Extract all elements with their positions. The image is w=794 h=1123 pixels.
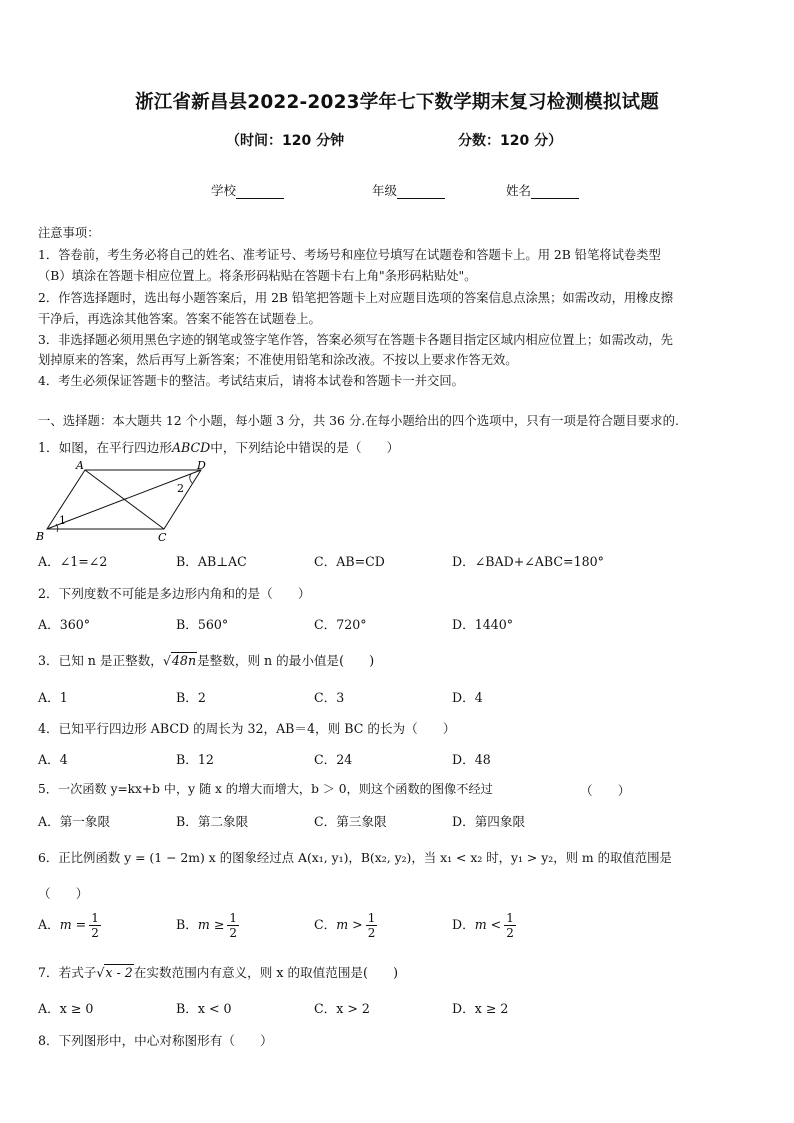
q5-option-b[interactable]: B．第二象限 [176,814,249,829]
q6-a-num: 1 [91,911,99,925]
q6-d-rel: m < [474,917,502,932]
note-line: 划掉原来的答案，然后再写上新答案；不准使用铅笔和涂改液。不按以上要求作答无效。 [38,353,518,367]
q6-option-a[interactable] [38,911,101,940]
q7-option-b[interactable]: B．x < 0 [176,1001,232,1016]
label-c: C [158,531,167,544]
diagonal-bd [47,470,201,529]
q7-text-pre: 7．若式子 [38,965,97,980]
q6-d-num: 1 [506,911,514,925]
name-field [506,181,579,199]
q7-option-c[interactable]: C．x > 2 [314,1001,370,1016]
q3-option-d[interactable]: D．4 [452,690,483,705]
q3-radical: √48n [162,653,197,668]
q6-d-den: 2 [506,926,514,940]
name-label: 姓名 [506,183,532,198]
q6-b-num: 1 [229,911,237,925]
q3-option-a[interactable]: A．1 [38,690,68,705]
question-1-stem [38,437,399,456]
note-line: 1．答卷前，考生务必将自己的姓名、准考证号、考场号和座位号填写在试题卷和答题卡上。用 2B 铅笔将试卷类型 [38,248,661,262]
q1-text-pre: 1．如图，在平行四边形 [38,440,172,455]
question-6-stem: 6．正比例函数 y = (1 − 2m) x 的图象经过点 A(x₁, y₁)，B(x₂, y₂)，当 x₁ < x₂ 时，y₁ > y₂，则 m 的取值范围是 [38,850,672,865]
q6-option-d[interactable] [452,911,516,940]
note-line: 3．非选择题必须用黑色字迹的钢笔或签字笔作答，答案必须写在答题卡各题目指定区域内相应位置上；如需改动，先 [38,333,673,347]
label-d: D [197,459,206,472]
name-blank [531,185,579,199]
q3-text-pre: 3．已知 n 是正整数， [38,653,163,668]
grade-field [372,181,445,199]
q5-option-d[interactable]: D．第四象限 [452,814,526,829]
notes-heading: 注意事项： [38,226,100,240]
q5-option-c[interactable]: C．第三象限 [314,814,387,829]
school-field [211,181,284,199]
section-heading: 一、选择题：本大题共 12 个小题，每小题 3 分，共 36 分.在每小题给出的四个选项中，只有一项是符合题目要求的. [38,413,679,428]
question-4-stem: 4．已知平行四边形 ABCD 的周长为 32，AB＝4，则 BC 的长为（ ） [38,721,456,736]
q3-text-post: 是整数，则 n 的最小值是( ) [197,653,375,668]
q6-c-label: C． [314,917,337,932]
q4-option-a[interactable]: A．4 [38,752,68,767]
q6-c-num: 1 [367,911,376,925]
question-5-paren: （ ） [580,783,631,798]
q6-a-rel: m = [59,917,87,932]
q6-b-label: B． [176,917,198,932]
label-angle-1: 1 [59,514,66,527]
q6-c-den: 2 [367,926,376,940]
q7-radicand: x - 2 [105,965,133,980]
q6-d-fraction [504,911,516,940]
q1-option-c[interactable]: C．AB=CD [314,554,385,569]
q6-b-den: 2 [229,926,237,940]
q7-option-a[interactable]: A．x ≥ 0 [38,1001,94,1016]
q6-d-label: D． [452,917,475,932]
q1-abcd: ABCD [171,440,211,455]
exam-time: （时间：120 分钟 [226,133,345,149]
q6-a-fraction [89,911,101,940]
q3-radicand: 48n [171,653,197,668]
note-line: 4．考生必须保证答题卡的整洁。考试结束后，请将本试卷和答题卡一并交回。 [38,374,464,388]
q4-option-d[interactable]: D．48 [452,752,491,767]
label-b: B [36,530,45,543]
question-8-stem: 8．下列图形中，中心对称图形有（ ） [38,1033,273,1048]
q6-a-den: 2 [91,926,99,940]
label-angle-2: 2 [177,482,184,495]
note-line: （B）填涂在答题卡相应位置上。将条形码粘贴在答题卡右上角"条形码粘贴处"。 [38,269,477,283]
school-blank [236,185,284,199]
question-7-stem [38,962,398,981]
school-label: 学校 [211,183,237,198]
q4-option-c[interactable]: C．24 [314,752,353,767]
page-title: 浙江省新昌县2022-2023学年七下数学期末复习检测模拟试题 [135,92,659,113]
q1-text-post: 中，下列结论中错误的是（ ） [210,440,400,455]
angle-2-arc [190,474,192,483]
q1-option-d[interactable]: D．∠BAD+∠ABC=180° [452,554,604,569]
q6-b-rel: m ≥ [197,917,225,932]
q7-text-post: 在实数范围内有意义，则 x 的取值范围是( ) [133,965,399,980]
q3-option-b[interactable]: B．2 [176,690,206,705]
q2-option-d[interactable]: D．1440° [452,617,514,632]
question-6-paren: （ ） [38,886,89,901]
question-3-stem [38,650,374,669]
note-line: 2．作答选择题时，选出每小题答案后，用 2B 铅笔把答题卡上对应题目选项的答案信息点涂黑；如需改动，用橡皮擦 [38,291,674,305]
question-5-stem: 5．一次函数 y=kx+b 中，y 随 x 的增大而增大，b ＞ 0，则这个函数的图像不经过 [38,782,493,796]
q4-option-b[interactable]: B．12 [176,752,214,767]
note-line: 干净后，再选涂其他答案。答案不能答在试题卷上。 [38,312,321,326]
label-a: A [76,459,84,472]
exam-score: 分数：120 分） [458,133,563,149]
q1-option-b[interactable]: B．AB⊥AC [176,554,247,569]
q7-option-d[interactable]: D．x ≥ 2 [452,1001,509,1016]
q7-radical: √x - 2 [96,965,133,980]
q3-option-c[interactable]: C．3 [314,690,345,705]
q6-option-b[interactable] [176,911,239,940]
parallelogram-figure [34,458,214,544]
q5-option-a[interactable]: A．第一象限 [38,814,111,829]
q2-option-c[interactable]: C．720° [314,617,367,632]
q2-option-a[interactable]: A．360° [38,617,91,632]
q6-a-label: A． [38,917,60,932]
q6-c-rel: m > [336,917,363,932]
q6-c-fraction [366,911,378,940]
q6-option-c[interactable] [314,911,377,940]
grade-blank [397,185,445,199]
q6-b-fraction [227,911,239,940]
q1-option-a[interactable]: A．∠1=∠2 [38,554,108,569]
question-2-stem: 2．下列度数不可能是多边形内角和的是（ ） [38,586,311,601]
grade-label: 年级 [372,183,398,198]
q2-option-b[interactable]: B．560° [176,617,229,632]
